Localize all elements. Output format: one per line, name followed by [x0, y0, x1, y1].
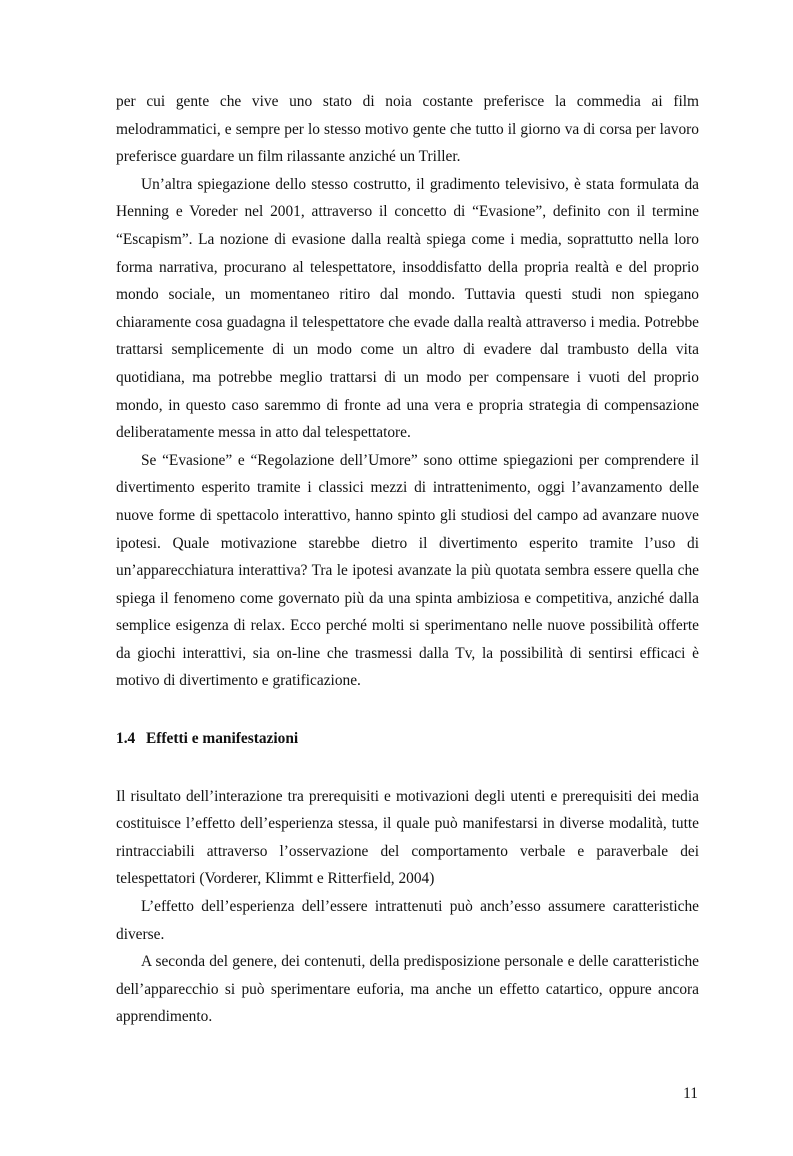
paragraph-continuation: per cui gente che vive uno stato di noia costante preferisce la commedia ai film melodrammatici, e sempre per lo stesso motivo gente che tutto il giorno va di corsa per lavoro preferisce guardare un film rilassante anziché un Triller.	[116, 93, 699, 166]
paragraph-effects-characteristics: L’effetto dell’esperienza dell’essere intrattenuti può anch’esso assumere caratteristiche diverse.	[116, 898, 699, 943]
page-body	[116, 88, 699, 1031]
section-heading	[116, 725, 699, 753]
section-title: Effetti e manifestazioni	[146, 730, 299, 748]
paragraph-escapism: Un’altra spiegazione dello stesso costrutto, il gradimento televisivo, è stata formulata da Henning e Voreder nel 2001, attraverso il concetto di “Evasione”, definito con il termine “Escapism”. La nozione di evasione dalla realtà spiega come i media, soprattutto nella loro forma narrativa, procurano al telespettatore, insoddisfatto della propria realtà e del proprio mondo sociale, un momentaneo ritiro dal mondo. Tuttavia questi studi non spiegano chiaramente cosa guadagna il telespettatore che evade dalla realtà attraverso i media. Potrebbe trattarsi semplicemente di un modo come un altro di evadere dal trambusto della vita quotidiana, ma potrebbe meglio trattarsi di un modo per compensare i vuoti del proprio mondo, in questo caso saremmo di fronte ad una vera e propria strategia di compensazione deliberatamente messa in atto dal telespettatore.	[116, 175, 699, 442]
paragraph-effects-examples: A seconda del genere, dei contenuti, della predisposizione personale e delle caratteristiche dell’apparecchio si può sperimentare euforia, ma anche un effetto catartico, oppure ancora apprendimento.	[116, 953, 699, 1026]
page-number: 11	[683, 1085, 698, 1102]
paragraph-interactive-entertainment: Se “Evasione” e “Regolazione dell’Umore” sono ottime spiegazioni per comprendere il divertimento esperito tramite i classici mezzi di intrattenimento, oggi l’avanzamento delle nuove forme di spettacolo interattivo, hanno spinto gli studiosi del campo ad avanzare nuove ipotesi. Quale motivazione starebbe dietro il divertimento esperito tramite l’uso di un’apparecchiatura interattiva? Tra le ipotesi avanzate la più quotata sembra essere quella che spiega il fenomeno come governato più da una spinta ambiziosa e competitiva, anziché dalla semplice esigenza di relax. Ecco perché molti si sperimentano nelle nuove possibilità offerte da giochi interattivi, sia on-line che trasmessi dalla Tv, la possibilità di sentirsi efficaci è motivo di divertimento e gratificazione.	[116, 451, 699, 690]
section-number: 1.4	[116, 730, 136, 748]
paragraph-effects-intro: Il risultato dell’interazione tra prerequisiti e motivazioni degli utenti e prerequisiti dei media costituisce l’effetto dell’esperienza stessa, il quale può manifestarsi in diverse modalità, tutte rintracciabili attraverso l’osservazione del comportamento verbale e paraverbale dei telespettatori (Vorderer, Klimmt e Ritterfield, 2004)	[116, 787, 699, 888]
